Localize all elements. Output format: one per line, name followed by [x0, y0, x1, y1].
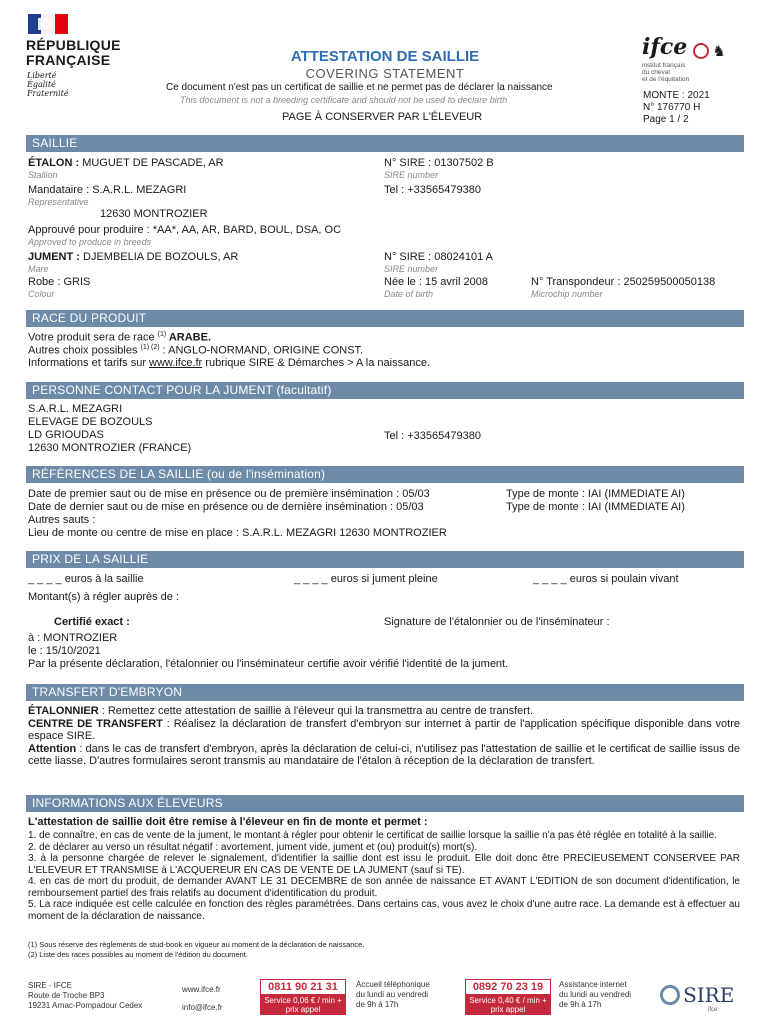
republic-name: RÉPUBLIQUE FRANÇAISE — [26, 37, 121, 68]
signature-label: Signature de l'étalonnier ou de l'inséminateur : — [384, 616, 610, 628]
colour-hint: Colour — [28, 289, 55, 299]
sire-number-hint-2: SIRE number — [384, 264, 439, 274]
phone-desc-1: Accueil téléphonique du lundi au vendredi de 9h à 17h — [356, 980, 430, 1009]
infos-list: 1. de connaître, en cas de vente de la jument, le montant à régler pour obtenir le certificat de saillie lorsque la saillie n'a pas été réglée en totalité à la saillie. 2. de déclarer au verso un résultat négatif : avortement, jument vide, jument et (ou) produit(s) mort(s). 3. à la personne chargée de relever le signalement, d'identifier la saillie dont est issu le produit. Elle doit donc être PRECIEUSEMENT CONSERVEE PAR L'ELEVEUR ET TRANSMISE à L'ACQUEREUR EN CAS DE VENTE DE LA JUMENT (sauf si TE). 4. en cas de mort du produit, de demander AVANT LE 31 DECEMBRE de son année de naissance ET AVANT L'EDITION de son document d'identification, le remboursement partiel des frais relatifs au document d'identification du produit. 5. La race indiquée est celle calculée en fonction des règles paramétrées. Dans certains cas, vous avez le choix d'une autre race. La demande est à effectuer au moment de la déclaration de naissance. — [28, 830, 740, 922]
mandataire-tel: Tel : +33565479380 — [384, 184, 481, 196]
ifce-link[interactable]: www.ifce.fr — [149, 357, 203, 369]
footer-web — [182, 984, 223, 1014]
phone-price-2: Service 0,40 € / min + prix appel — [465, 995, 551, 1015]
ifce-tagline: institut français du cheval et de l'équitation — [642, 62, 690, 83]
microchip-hint: Microchip number — [531, 289, 603, 299]
contact-tel: Tel : +33565479380 — [384, 430, 481, 442]
page-title: ATTESTATION DE SAILLIE — [290, 48, 480, 65]
sire-logo: SIRE ifce — [660, 983, 734, 1013]
stallion-hint: Stallion — [28, 170, 58, 180]
references-types: Type de monte : IAI (IMMEDIATE AI) Type de monte : IAI (IMMEDIATE AI) — [506, 488, 685, 513]
jument-sire: N° SIRE : 08024101 A — [384, 251, 493, 263]
mandataire-address: 12630 MONTROZIER — [100, 208, 208, 220]
race-line-2: Autres choix possibles $^{(1) (2)}$ : ANGLO-NORMAND, ORIGINE CONST. — [28, 344, 364, 357]
birth-date-hint: Date of birth — [384, 289, 434, 299]
price-vivant: _ _ _ _ euros si poulain vivant — [533, 573, 679, 585]
section-infos: INFORMATIONS AUX ÉLEVEURS — [26, 795, 744, 812]
sire-number-hint: SIRE number — [384, 170, 439, 180]
section-race: RACE DU PRODUIT — [26, 310, 744, 327]
mare-hint: Mare — [28, 264, 49, 274]
section-saillie: SAILLIE — [26, 135, 744, 152]
contact-address: S.A.R.L. MEZAGRI ELEVAGE DE BOZOULS LD GRIOUDAS 12630 MONTROZIER (FRANCE) — [28, 403, 192, 454]
footer-email-link[interactable]: info@ifce.fr — [182, 1003, 223, 1012]
section-references: RÉFÉRENCES DE LA SAILLIE (ou de l'insémination) — [26, 466, 744, 483]
transfert-text: ÉTALONNIER : Remettez cette attestation de saillie à l'éleveur qui la transmettra au centre de transfert. CENTRE DE TRANSFERT : Réalisez la déclaration de transfert d'embryon sur internet à partir de l'application spécifique disponible dans votre espace SIRE. Attention : dans le cas de transfert d'embryon, après la déclaration de celui-ci, n'utilisez pas l'attestation de saillie et le certificat de saillie issus de cette liasse. D'autres formulaires seront transmis au mandataire de l'étalon à réception de la déclaration de transfert. — [28, 705, 740, 767]
approved-hint: Approved to produce in breeds — [28, 237, 152, 247]
phone-desc-2: Assistance internet du lundi au vendredi de 9h à 17h — [559, 980, 632, 1009]
etalon-sire: N° SIRE : 01307502 B — [384, 157, 494, 169]
etalon-line: ÉTALON : MUGUET DE PASCADE, AR — [28, 157, 224, 169]
infos-heading: L'attestation de saillie doit être remise à l'éleveur en fin de monte et permet : — [28, 816, 428, 828]
birth-date: Née le : 15 avril 2008 — [384, 276, 488, 288]
mandataire: Mandataire : S.A.R.L. MEZAGRI — [28, 184, 187, 196]
montant: Montant(s) à régler auprès de : — [28, 591, 180, 603]
certifie-exact: Certifié exact : — [54, 616, 130, 628]
phone-box-2 — [465, 979, 551, 1015]
monte-info: MONTE : 2021 N° 176770 H Page 1 / 2 — [643, 90, 710, 125]
footnotes: (1) Sous réserve des règlements de stud-book en vigueur au moment de la déclaration de naissance. (2) Liste des races possibles au moment de l'édition du document. — [28, 940, 365, 959]
horse-rider-icon: ♞ — [712, 43, 726, 61]
race-line-1: Votre produit sera de race $^{(1)}$ ARABE. — [28, 331, 212, 344]
certif-place-date: à : MONTROZIER le : 15/10/2021 Par la présente déclaration, l'étalonnier ou l'inséminateur certifie avoir vérifié l'identité de la jument. — [28, 632, 509, 670]
robe: Robe : GRIS — [28, 276, 91, 288]
republic-motto: Liberté Égalité Fraternité — [27, 71, 69, 98]
ifce-seal-icon — [693, 43, 709, 59]
section-contact: PERSONNE CONTACT POUR LA JUMENT (facultatif) — [26, 382, 744, 399]
notice-en: This document is not a breeding certificate and should not be used to declare birth — [180, 95, 508, 105]
keep-note: PAGE À CONSERVER PAR L'ÉLEVEUR — [282, 111, 483, 123]
ifce-logo: ifce ♞ — [642, 34, 726, 61]
marianne-logo — [28, 14, 68, 34]
race-line-3: Informations et tarifs sur www.ifce.fr rubrique SIRE & Démarches > A la naissance. — [28, 357, 430, 369]
page-subtitle: COVERING STATEMENT — [305, 66, 465, 81]
references-list: Date de premier saut ou de mise en présence ou de première insémination : 05/03 Date de dernier saut ou de mise en présence ou de dernière insémination : 05/03 Autres sauts : Lieu de monte ou centre de mise en place : S.A.R.L. MEZAGRI 12630 MONTROZIER — [28, 488, 447, 539]
approved-breeds: Approuvé pour produire : *AA*, AA, AR, BARD, BOUL, DSA, OC — [28, 224, 342, 236]
price-pleine: _ _ _ _ euros si jument pleine — [294, 573, 438, 585]
footer-website-link[interactable]: www.ifce.fr — [182, 985, 221, 994]
price-per-saillie: _ _ _ _ euros à la saillie — [28, 573, 144, 585]
footer-address: SIRE - IFCE Route de Troche BP3 19231 Arnac-Pompadour Cedex — [28, 981, 143, 1010]
jument-line: JUMENT : DJEMBELIA DE BOZOULS, AR — [28, 251, 239, 263]
phone-price-1: Service 0,06 € / min + prix appel — [260, 995, 346, 1015]
section-transfert: TRANSFERT D'EMBRYON — [26, 684, 744, 701]
sire-swirl-icon — [660, 985, 680, 1005]
notice-fr: Ce document n'est pas un certificat de saillie et ne permet pas de déclarer la naissance — [166, 82, 553, 93]
phone-box-1 — [260, 979, 346, 1015]
phone-number-2[interactable]: 0892 70 23 19 — [465, 979, 551, 995]
section-prix: PRIX DE LA SAILLIE — [26, 551, 744, 568]
transpondeur: N° Transpondeur : 250259500050138 — [531, 276, 716, 288]
phone-number-1[interactable]: 0811 90 21 31 — [260, 979, 346, 995]
representative-hint: Representative — [28, 197, 89, 207]
